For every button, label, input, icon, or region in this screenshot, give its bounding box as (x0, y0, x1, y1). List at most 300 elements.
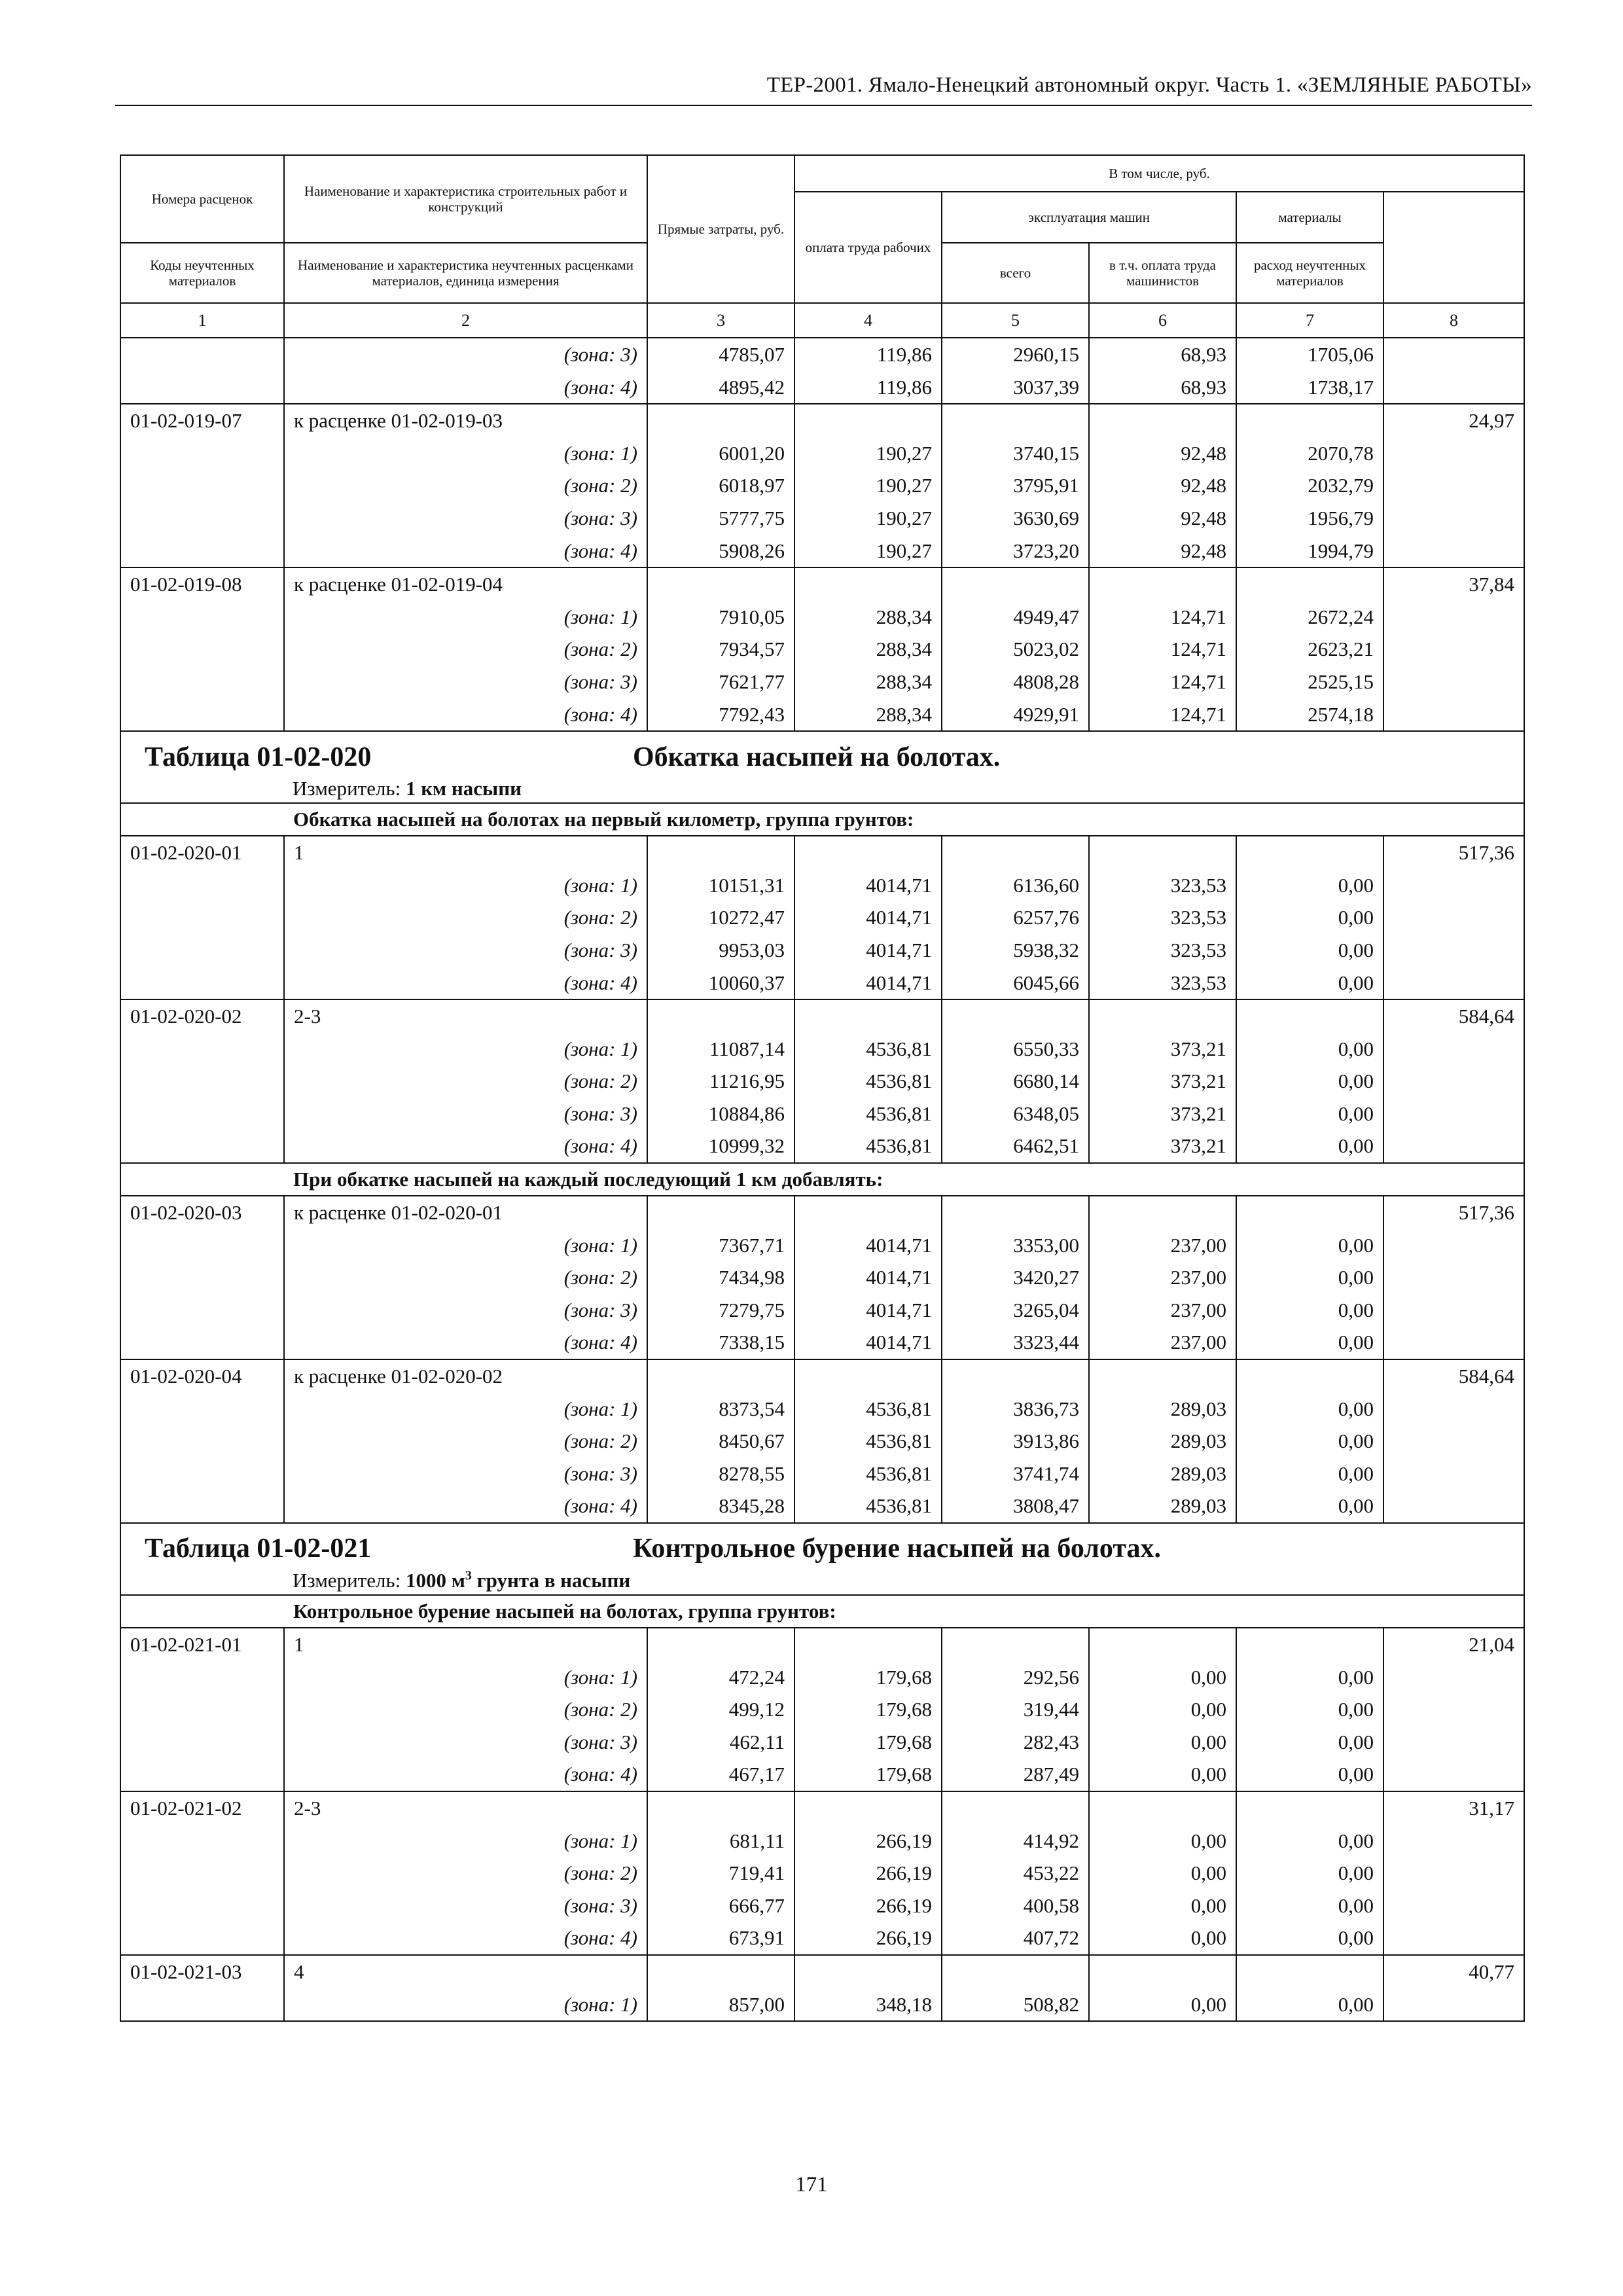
value-cell: 190,27 (794, 535, 942, 568)
labor-cost: 21,04 (1383, 1628, 1524, 1661)
meter-tail: грунта в насыпи (471, 1569, 631, 1592)
zone-label: (зона: 1) (284, 601, 647, 634)
table-name: Контрольное бурение насыпей на болотах. (633, 1534, 1161, 1564)
value-cell: 681,11 (647, 1825, 794, 1857)
empty-cell (120, 1065, 284, 1098)
empty-cell (794, 1196, 942, 1229)
zone-row (120, 338, 1524, 371)
empty-cell (1383, 666, 1524, 698)
zone-row (120, 1425, 1524, 1458)
value-cell: 323,53 (1089, 934, 1236, 967)
empty-cell (1383, 1890, 1524, 1922)
value-cell: 2960,15 (942, 338, 1089, 371)
column-number: 7 (1236, 303, 1383, 338)
value-cell: 4536,81 (794, 1033, 942, 1066)
column-number: 8 (1383, 303, 1524, 338)
value-cell: 0,00 (1236, 1661, 1383, 1694)
zone-row (120, 1130, 1524, 1163)
group-heading: Обкатка насыпей на болотах на первый километр, группа грунтов: (284, 803, 1524, 836)
head-col6: в т.ч. оплата труда машинистов (1089, 243, 1236, 303)
empty-cell (1383, 1229, 1524, 1262)
value-cell: 2525,15 (1236, 666, 1383, 698)
empty-cell (120, 1693, 284, 1726)
value-cell: 4808,28 (942, 666, 1089, 698)
value-cell: 289,03 (1089, 1458, 1236, 1490)
value-cell: 124,71 (1089, 633, 1236, 666)
table-title (120, 1523, 1524, 1567)
value-cell: 0,00 (1089, 1661, 1236, 1694)
empty-cell (794, 1359, 942, 1393)
empty-cell (1383, 1661, 1524, 1694)
value-cell: 472,24 (647, 1661, 794, 1694)
meter-label: Измеритель: (293, 777, 406, 800)
value-cell: 0,00 (1236, 1425, 1383, 1458)
zone-label: (зона: 2) (284, 1425, 647, 1458)
empty-cell (794, 836, 942, 869)
group-row (120, 1163, 1524, 1196)
value-cell: 7367,71 (647, 1229, 794, 1262)
empty-cell (1383, 1294, 1524, 1327)
empty-cell (120, 437, 284, 470)
rate-name: к расценке 01-02-020-01 (284, 1196, 647, 1229)
rate-code: 01-02-021-01 (120, 1628, 284, 1661)
rates-table (120, 154, 1525, 2022)
zone-row (120, 535, 1524, 568)
value-cell: 6348,05 (942, 1098, 1089, 1130)
value-cell: 10060,37 (647, 967, 794, 1000)
empty-cell (120, 502, 284, 535)
value-cell: 0,00 (1236, 1065, 1383, 1098)
empty-cell (1383, 1033, 1524, 1066)
zone-row (120, 371, 1524, 404)
value-cell: 179,68 (794, 1661, 942, 1694)
value-cell: 92,48 (1089, 469, 1236, 502)
empty-cell (120, 1490, 284, 1523)
rate-name: 4 (284, 1955, 647, 1988)
empty-cell (1236, 1359, 1383, 1393)
value-cell: 0,00 (1236, 1261, 1383, 1294)
value-cell: 6257,76 (942, 901, 1089, 934)
meter-sup: 3 (465, 1568, 472, 1583)
value-cell: 0,00 (1236, 869, 1383, 902)
column-numbers-row (120, 303, 1524, 338)
zone-row (120, 1758, 1524, 1791)
empty-cell (1089, 1628, 1236, 1661)
zone-row (120, 1922, 1524, 1955)
zone-label: (зона: 2) (284, 1261, 647, 1294)
empty-cell (942, 1628, 1089, 1661)
value-cell: 2672,24 (1236, 601, 1383, 634)
value-cell: 3795,91 (942, 469, 1089, 502)
value-cell: 373,21 (1089, 1098, 1236, 1130)
value-cell: 3265,04 (942, 1294, 1089, 1327)
value-cell: 0,00 (1236, 1693, 1383, 1726)
value-cell: 9953,03 (647, 934, 794, 967)
zone-row (120, 1033, 1524, 1066)
value-cell: 10884,86 (647, 1098, 794, 1130)
rate-row (120, 836, 1524, 869)
empty-cell (120, 901, 284, 934)
value-cell: 3808,47 (942, 1490, 1089, 1523)
value-cell: 7910,05 (647, 601, 794, 634)
rate-code: 01-02-020-01 (120, 836, 284, 869)
page-number: 171 (795, 2173, 828, 2197)
labor-cost: 24,97 (1383, 404, 1524, 437)
rate-row (120, 999, 1524, 1033)
rate-code: 01-02-019-07 (120, 404, 284, 437)
empty-cell (1383, 1393, 1524, 1426)
value-cell: 4536,81 (794, 1098, 942, 1130)
empty-cell (794, 567, 942, 601)
zone-row (120, 1857, 1524, 1890)
value-cell: 0,00 (1236, 967, 1383, 1000)
value-cell: 4895,42 (647, 371, 794, 404)
meter-value: 1 км насыпи (405, 777, 522, 800)
zone-row (120, 666, 1524, 698)
value-cell: 3741,74 (942, 1458, 1089, 1490)
value-cell: 124,71 (1089, 698, 1236, 732)
empty-cell (1383, 1098, 1524, 1130)
zone-label: (зона: 4) (284, 698, 647, 732)
value-cell: 0,00 (1089, 1726, 1236, 1759)
value-cell: 508,82 (942, 1988, 1089, 2022)
zone-label: (зона: 2) (284, 1065, 647, 1098)
empty-cell (120, 371, 284, 404)
empty-cell (120, 1294, 284, 1327)
value-cell: 4536,81 (794, 1425, 942, 1458)
value-cell: 6045,66 (942, 967, 1089, 1000)
empty-cell (942, 567, 1089, 601)
value-cell: 237,00 (1089, 1326, 1236, 1359)
value-cell: 6680,14 (942, 1065, 1089, 1098)
labor-cost: 31,17 (1383, 1791, 1524, 1825)
group-row (120, 803, 1524, 836)
value-cell: 462,11 (647, 1726, 794, 1759)
zone-row (120, 502, 1524, 535)
value-cell: 0,00 (1089, 1825, 1236, 1857)
value-cell: 288,34 (794, 601, 942, 634)
empty-cell (1236, 404, 1383, 437)
empty-cell (942, 404, 1089, 437)
empty-cell (120, 698, 284, 732)
value-cell: 8345,28 (647, 1490, 794, 1523)
running-header: ТЕР-2001. Ямало-Ненецкий автономный округ. Часть 1. «ЗЕМЛЯНЫЕ РАБОТЫ» (766, 73, 1532, 97)
value-cell: 288,34 (794, 633, 942, 666)
value-cell: 8373,54 (647, 1393, 794, 1426)
value-cell: 323,53 (1089, 967, 1236, 1000)
value-cell: 3836,73 (942, 1393, 1089, 1426)
empty-cell (120, 1458, 284, 1490)
rate-name: 1 (284, 836, 647, 869)
empty-cell (1089, 1955, 1236, 1988)
rate-code: 01-02-019-08 (120, 567, 284, 601)
empty-cell (1383, 437, 1524, 470)
group-heading: Контрольное бурение насыпей на болотах, группа грунтов: (284, 1595, 1524, 1628)
value-cell: 68,93 (1089, 338, 1236, 371)
value-cell: 4014,71 (794, 934, 942, 967)
table-number: Таблица 01-02-021 (145, 1534, 372, 1564)
value-cell: 5777,75 (647, 502, 794, 535)
zone-row (120, 1458, 1524, 1490)
meter-value: 1000 м (405, 1569, 465, 1592)
zone-row (120, 967, 1524, 1000)
value-cell: 0,00 (1236, 1857, 1383, 1890)
value-cell: 373,21 (1089, 1130, 1236, 1163)
zone-row (120, 1890, 1524, 1922)
value-cell: 119,86 (794, 338, 942, 371)
zone-label: (зона: 3) (284, 338, 647, 371)
empty-cell (1383, 901, 1524, 934)
empty-cell (120, 934, 284, 967)
empty-cell (1236, 1196, 1383, 1229)
value-cell: 0,00 (1089, 1758, 1236, 1791)
zone-row (120, 934, 1524, 967)
meter (120, 1567, 1524, 1595)
empty-cell (120, 535, 284, 568)
empty-cell (942, 1955, 1089, 1988)
empty-cell (1383, 502, 1524, 535)
empty-cell (120, 1425, 284, 1458)
value-cell: 4929,91 (942, 698, 1089, 732)
value-cell: 0,00 (1236, 934, 1383, 967)
head-col1-top: Номера расценок (120, 155, 284, 243)
value-cell: 5023,02 (942, 633, 1089, 666)
value-cell: 6550,33 (942, 1033, 1089, 1066)
empty-cell (120, 1726, 284, 1759)
value-cell: 4536,81 (794, 1490, 942, 1523)
meter-row (120, 1567, 1524, 1595)
column-number: 5 (942, 303, 1089, 338)
zone-row (120, 633, 1524, 666)
empty-cell (120, 1163, 284, 1196)
value-cell: 4014,71 (794, 1326, 942, 1359)
zone-row (120, 1294, 1524, 1327)
empty-cell (794, 1791, 942, 1825)
rate-name: к расценке 01-02-019-04 (284, 567, 647, 601)
empty-cell (1383, 869, 1524, 902)
value-cell: 3353,00 (942, 1229, 1089, 1262)
zone-label: (зона: 3) (284, 934, 647, 967)
value-cell: 0,00 (1236, 1130, 1383, 1163)
zone-label: (зона: 4) (284, 1490, 647, 1523)
empty-cell (1236, 1791, 1383, 1825)
value-cell: 288,34 (794, 698, 942, 732)
labor-cost: 584,64 (1383, 1359, 1524, 1393)
rate-name: к расценке 01-02-019-03 (284, 404, 647, 437)
empty-cell (1383, 1825, 1524, 1857)
table-title-row (120, 731, 1524, 775)
value-cell: 10272,47 (647, 901, 794, 934)
zone-row (120, 1726, 1524, 1759)
meter-row (120, 775, 1524, 803)
empty-cell (120, 1229, 284, 1262)
empty-cell (1383, 338, 1524, 371)
value-cell: 190,27 (794, 469, 942, 502)
empty-cell (1236, 999, 1383, 1033)
zone-label: (зона: 3) (284, 1294, 647, 1327)
empty-cell (1236, 1955, 1383, 1988)
labor-cost: 517,36 (1383, 1196, 1524, 1229)
value-cell: 0,00 (1089, 1922, 1236, 1955)
value-cell: 323,53 (1089, 869, 1236, 902)
value-cell: 0,00 (1089, 1890, 1236, 1922)
value-cell: 92,48 (1089, 502, 1236, 535)
empty-cell (794, 404, 942, 437)
value-cell: 1705,06 (1236, 338, 1383, 371)
meter (120, 775, 1524, 803)
empty-cell (1236, 1628, 1383, 1661)
head-col3: Прямые затраты, руб. (647, 155, 794, 303)
value-cell: 6001,20 (647, 437, 794, 470)
zone-label: (зона: 4) (284, 1326, 647, 1359)
zone-label: (зона: 4) (284, 1922, 647, 1955)
empty-cell (1383, 1490, 1524, 1523)
zone-label: (зона: 1) (284, 869, 647, 902)
empty-cell (1089, 567, 1236, 601)
value-cell: 179,68 (794, 1726, 942, 1759)
table-head (120, 155, 1524, 338)
empty-cell (1089, 404, 1236, 437)
rate-row (120, 1791, 1524, 1825)
empty-cell (120, 1922, 284, 1955)
empty-cell (1383, 1988, 1524, 2022)
zone-label: (зона: 1) (284, 1033, 647, 1066)
value-cell: 7338,15 (647, 1326, 794, 1359)
empty-cell (120, 1130, 284, 1163)
rate-code: 01-02-021-02 (120, 1791, 284, 1825)
value-cell: 2623,21 (1236, 633, 1383, 666)
value-cell: 3323,44 (942, 1326, 1089, 1359)
zone-row (120, 437, 1524, 470)
value-cell: 4014,71 (794, 901, 942, 934)
empty-cell (1383, 469, 1524, 502)
empty-cell (120, 1661, 284, 1694)
value-cell: 179,68 (794, 1758, 942, 1791)
zone-label: (зона: 2) (284, 633, 647, 666)
empty-cell (1383, 1065, 1524, 1098)
value-cell: 0,00 (1236, 1033, 1383, 1066)
head-col1-bottom: Коды неучтенных материалов (120, 243, 284, 303)
value-cell: 348,18 (794, 1988, 942, 2022)
empty-cell (794, 1628, 942, 1661)
zone-label: (зона: 1) (284, 1661, 647, 1694)
value-cell: 453,22 (942, 1857, 1089, 1890)
value-cell: 5908,26 (647, 535, 794, 568)
zone-row (120, 469, 1524, 502)
value-cell: 2032,79 (1236, 469, 1383, 502)
value-cell: 237,00 (1089, 1261, 1236, 1294)
header-rule (115, 105, 1532, 106)
value-cell: 237,00 (1089, 1229, 1236, 1262)
value-cell: 3630,69 (942, 502, 1089, 535)
empty-cell (1383, 1458, 1524, 1490)
value-cell: 4536,81 (794, 1065, 942, 1098)
empty-cell (942, 1359, 1089, 1393)
meter-label: Измеритель: (293, 1569, 406, 1592)
empty-cell (1383, 1693, 1524, 1726)
value-cell: 190,27 (794, 502, 942, 535)
zone-row (120, 1393, 1524, 1426)
rate-row (120, 1196, 1524, 1229)
value-cell: 373,21 (1089, 1065, 1236, 1098)
zone-label: (зона: 1) (284, 1988, 647, 2022)
zone-label: (зона: 2) (284, 469, 647, 502)
rate-name: 2-3 (284, 1791, 647, 1825)
empty-cell (942, 836, 1089, 869)
head-col5: всего (942, 243, 1089, 303)
empty-cell (1089, 1791, 1236, 1825)
empty-cell (647, 999, 794, 1033)
zone-label: (зона: 1) (284, 1229, 647, 1262)
empty-cell (1383, 371, 1524, 404)
zone-row (120, 601, 1524, 634)
zone-label: (зона: 3) (284, 502, 647, 535)
zone-row (120, 1988, 1524, 2022)
zone-row (120, 1326, 1524, 1359)
value-cell: 0,00 (1089, 1857, 1236, 1890)
value-cell: 1738,17 (1236, 371, 1383, 404)
value-cell: 292,56 (942, 1661, 1089, 1694)
table-number: Таблица 01-02-020 (145, 742, 372, 772)
value-cell: 0,00 (1236, 1229, 1383, 1262)
empty-cell (647, 404, 794, 437)
labor-cost: 584,64 (1383, 999, 1524, 1033)
value-cell: 0,00 (1236, 1922, 1383, 1955)
value-cell: 2574,18 (1236, 698, 1383, 732)
empty-cell (1383, 535, 1524, 568)
empty-cell (1236, 836, 1383, 869)
zone-label: (зона: 2) (284, 901, 647, 934)
value-cell: 666,77 (647, 1890, 794, 1922)
empty-cell (120, 1595, 284, 1628)
value-cell: 2070,78 (1236, 437, 1383, 470)
value-cell: 3723,20 (942, 535, 1089, 568)
value-cell: 4785,07 (647, 338, 794, 371)
value-cell: 289,03 (1089, 1490, 1236, 1523)
rate-code: 01-02-020-02 (120, 999, 284, 1033)
empty-cell (1236, 567, 1383, 601)
labor-cost: 517,36 (1383, 836, 1524, 869)
value-cell: 0,00 (1236, 1726, 1383, 1759)
value-cell: 10999,32 (647, 1130, 794, 1163)
empty-cell (1383, 1726, 1524, 1759)
value-cell: 4536,81 (794, 1458, 942, 1490)
rate-row (120, 404, 1524, 437)
rate-row (120, 1359, 1524, 1393)
value-cell: 0,00 (1236, 1458, 1383, 1490)
zone-row (120, 869, 1524, 902)
value-cell: 11216,95 (647, 1065, 794, 1098)
value-cell: 289,03 (1089, 1393, 1236, 1426)
rate-code: 01-02-020-04 (120, 1359, 284, 1393)
rate-row (120, 567, 1524, 601)
value-cell: 287,49 (942, 1758, 1089, 1791)
empty-cell (1383, 1922, 1524, 1955)
value-cell: 1994,79 (1236, 535, 1383, 568)
value-cell: 3740,15 (942, 437, 1089, 470)
value-cell: 719,41 (647, 1857, 794, 1890)
rates-table-container (120, 154, 1524, 2022)
value-cell: 119,86 (794, 371, 942, 404)
value-cell: 289,03 (1089, 1425, 1236, 1458)
zone-row (120, 1261, 1524, 1294)
empty-cell (120, 1988, 284, 2022)
empty-cell (942, 999, 1089, 1033)
value-cell: 0,00 (1236, 1758, 1383, 1791)
value-cell: 1956,79 (1236, 502, 1383, 535)
empty-cell (794, 999, 942, 1033)
empty-cell (120, 1261, 284, 1294)
